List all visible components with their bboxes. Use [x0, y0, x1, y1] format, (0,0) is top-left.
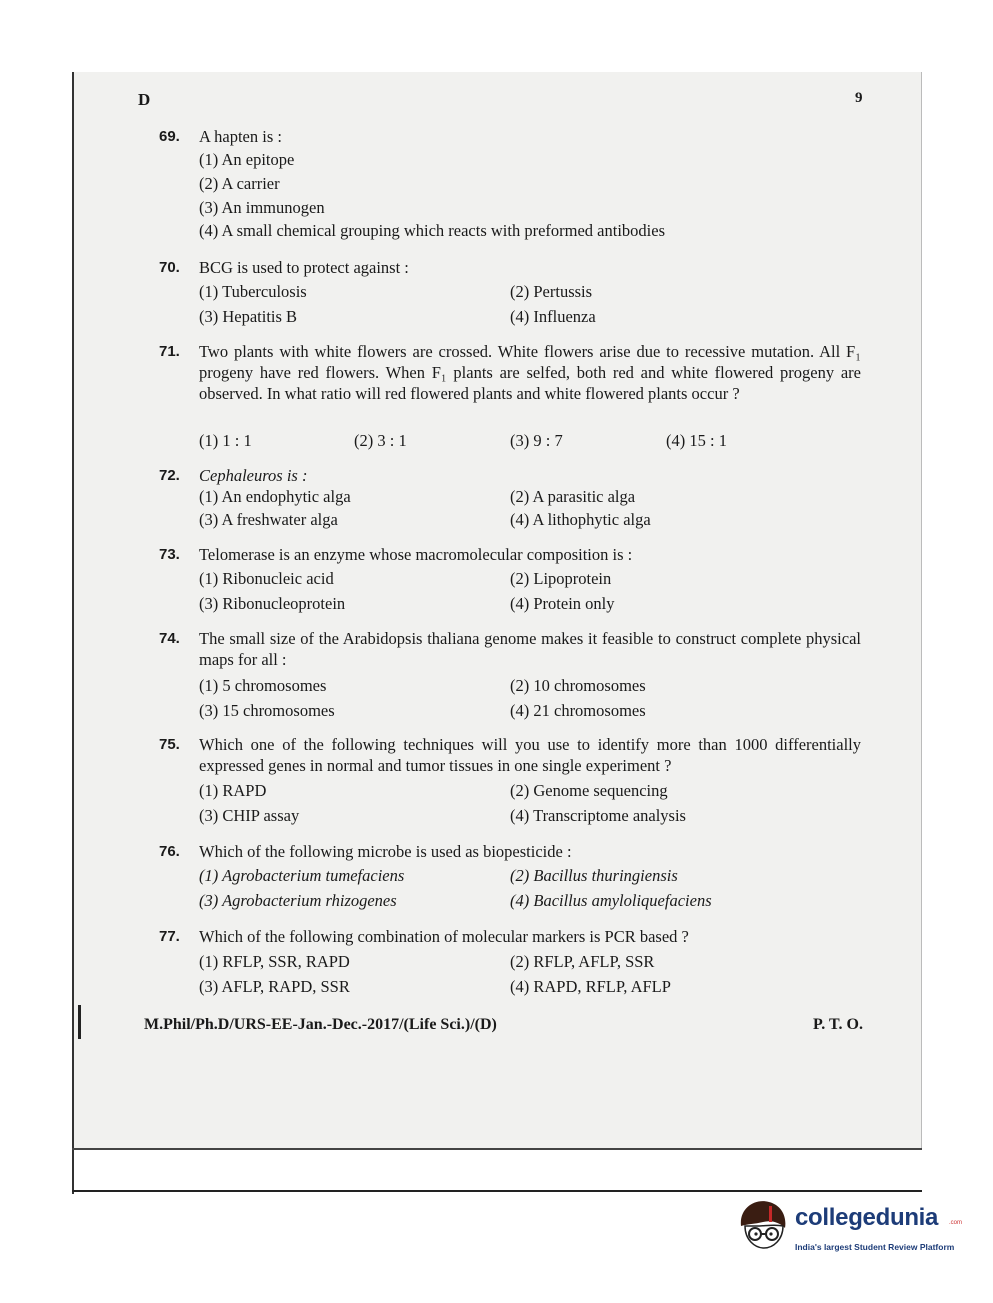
option-2: (2) RFLP, AFLP, SSR — [510, 952, 655, 971]
left-border-line — [72, 72, 74, 1194]
pto-label: P. T. O. — [813, 1016, 863, 1033]
option-1: (1) 5 chromosomes — [199, 676, 327, 695]
set-label: D — [138, 90, 151, 109]
question-text: A hapten is : — [199, 127, 282, 146]
question-text: Which of the following combination of molecular markers is PCR based ? — [199, 927, 689, 946]
question-72 — [159, 465, 861, 486]
question-76 — [159, 841, 861, 862]
option-3: (3) An immunogen — [199, 198, 325, 217]
question-text: Telomerase is an enzyme whose macromolecular composition is : — [199, 545, 633, 564]
option-1: (1) Ribonucleic acid — [199, 569, 334, 588]
scan-bottom-rule — [72, 1190, 922, 1192]
option-4: (4) A lithophytic alga — [510, 510, 651, 529]
option-3: (3) AFLP, RAPD, SSR — [199, 977, 350, 996]
question-71 — [159, 341, 861, 404]
option-2: (2) 3 : 1 — [354, 431, 407, 450]
question-text: Which of the following microbe is used as biopesticide : — [199, 842, 572, 861]
question-number: 71. — [159, 343, 180, 360]
question-73 — [159, 544, 861, 565]
option-4: (4) Protein only — [510, 594, 615, 613]
question-number: 70. — [159, 259, 180, 276]
option-2: (2) 10 chromosomes — [510, 676, 646, 695]
question-text: Cephaleuros is : — [199, 466, 308, 485]
logo-tagline: India's largest Student Review Platform — [795, 1242, 955, 1252]
paper-code: M.Phil/Ph.D/URS-EE-Jan.-Dec.-2017/(Life Sci.)/(D) — [144, 1016, 497, 1033]
question-number: 75. — [159, 736, 180, 753]
option-4: (4) 15 : 1 — [666, 431, 727, 450]
option-2: (2) A carrier — [199, 174, 280, 193]
option-3: (3) Hepatitis B — [199, 307, 298, 326]
question-text: Which one of the following techniques will you use to identify more than 1000 differentially expressed genes in normal and tumor tissues in one single experiment ? — [199, 735, 861, 775]
collegedunia-logo[interactable] — [735, 1196, 965, 1264]
option-4: (4) Influenza — [510, 307, 596, 326]
question-number: 69. — [159, 128, 180, 145]
question-number: 74. — [159, 630, 180, 647]
question-number: 76. — [159, 843, 180, 860]
option-1: (1) Tuberculosis — [199, 282, 307, 301]
option-3: (3) 15 chromosomes — [199, 701, 335, 720]
question-number: 72. — [159, 467, 180, 484]
option-4: (4) 21 chromosomes — [510, 701, 646, 720]
option-2: (2) Lipoprotein — [510, 569, 612, 588]
option-4: (4) Transcriptome analysis — [510, 806, 686, 825]
option-1: (1) 1 : 1 — [199, 431, 252, 450]
option-4: (4) A small chemical grouping which reacts with preformed antibodies — [199, 221, 665, 240]
option-3: (3) 9 : 7 — [510, 431, 563, 450]
option-1: (1) An endophytic alga — [199, 487, 351, 506]
question-number: 77. — [159, 928, 180, 945]
option-1: (1) RFLP, SSR, RAPD — [199, 952, 350, 971]
margin-mark — [78, 1005, 81, 1039]
question-number: 73. — [159, 546, 180, 563]
question-text: The small size of the Arabidopsis thaliana genome makes it feasible to construct complete physical maps for all : — [199, 629, 861, 669]
option-2: (2) Genome sequencing — [510, 781, 668, 800]
option-3: (3) A freshwater alga — [199, 510, 338, 529]
question-77 — [159, 926, 861, 947]
question-74 — [159, 628, 861, 670]
option-2: (2) Pertussis — [510, 282, 593, 301]
option-3: (3) CHIP assay — [199, 806, 300, 825]
question-70 — [159, 257, 861, 278]
option-2: (2) Bacillus thuringiensis — [510, 866, 678, 885]
option-3: (3) Agrobacterium rhizogenes — [199, 891, 397, 910]
page-bottom-rule — [72, 1148, 922, 1150]
logo-domain-suffix: .com — [949, 1220, 963, 1226]
option-1: (1) An epitope — [199, 150, 295, 169]
question-75 — [159, 734, 861, 776]
student-mascot-icon — [735, 1196, 793, 1260]
option-1: (1) RAPD — [199, 781, 267, 800]
option-2: (2) A parasitic alga — [510, 487, 636, 506]
question-text: BCG is used to protect against : — [199, 258, 409, 277]
question-69 — [159, 126, 861, 147]
option-1: (1) Agrobacterium tumefaciens — [199, 866, 405, 885]
right-border-line — [921, 72, 922, 1150]
question-text: Two plants with white flowers are crossed. White flowers arise due to recessive mutation. All F₁ progeny have red flowers. When F₁ plants are selfed, both red and white flowered progeny are observed. In what ratio will red flowered plants and white flowered plants occur ? — [199, 342, 861, 403]
option-4: (4) RAPD, RFLP, AFLP — [510, 977, 671, 996]
page-number: 9 — [855, 90, 863, 106]
option-3: (3) Ribonucleoprotein — [199, 594, 346, 613]
logo-wordmark: collegedunia — [795, 1204, 939, 1231]
option-4: (4) Bacillus amyloliquefaciens — [510, 891, 712, 910]
